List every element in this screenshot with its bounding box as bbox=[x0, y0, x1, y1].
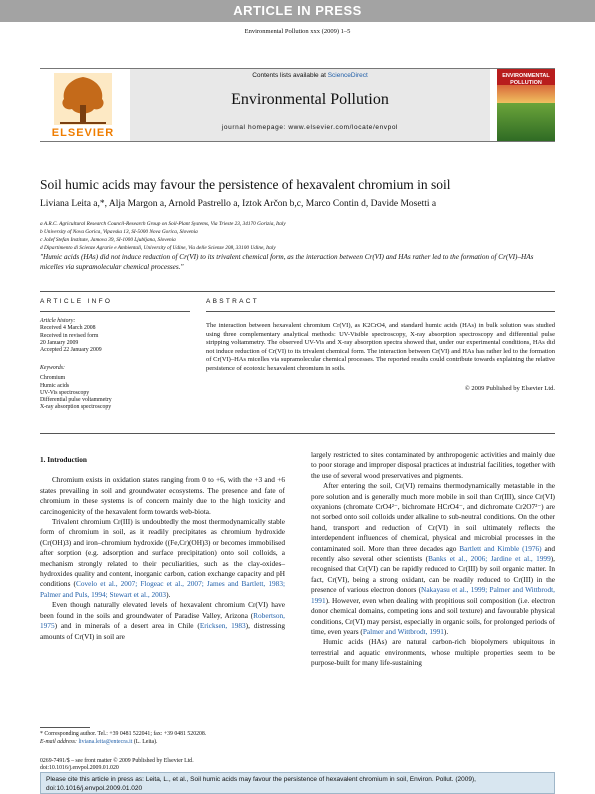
issn-block bbox=[40, 758, 194, 773]
keyword: Humic acids bbox=[40, 382, 70, 389]
journal-reference: Environmental Pollution xxx (2009) 1–5 bbox=[244, 28, 351, 35]
journal-homepage[interactable]: journal homepage: www.elsevier.com/locate/envpol bbox=[221, 124, 399, 131]
footnote-rule bbox=[40, 727, 90, 728]
body-paragraph bbox=[40, 600, 285, 642]
email-link[interactable]: liviana.leita@entecra.it bbox=[78, 738, 133, 745]
journal-header bbox=[40, 68, 555, 142]
body-paragraph: Chromium exists in oxidation states ranging from 0 to +6, with the +3 and +6 states prevailing in soil and groundwater ecosystems. The presence and fate of chromium in these systems is of concern mainly due to the high toxicity and carcinogenicity of the hexavalent form towards web-biota. bbox=[40, 475, 285, 516]
journal-title: Environmental Pollution bbox=[231, 91, 389, 108]
affiliation: d Dipartimento di Scienze Agrarie e Ambientali, University of Udine, Via delle Scienze 208, 33100 Udine, Italy bbox=[40, 245, 276, 251]
abstract-text: The interaction between hexavalent chromium Cr(VI), as K2CrO4, and standard humic acids (HAs) in bulk solution was studied using three complementary analytical methods: UV-Visible spectroscopy, X-ray absorption spectroscopy and differential pulse stripping voltammetry. The observed UV-Vis and X-ray absorption spectra showed that, under our experimental conditions, HAs did not induce reduction of Cr(VI) to its trivalent chemical form. The interaction between Cr(VI) and HAs has rather led to the formation of Cr(VI)–HAs micelles via supramolecular chemical processes. The reported results could contribute towards explaining the relative persistence of ecotoxic hexavalent chromium in soils. bbox=[206, 322, 555, 372]
reference-link[interactable]: Covelo et al., 2007; Flogeac et al., 2007; James and Bartlett, 1983; Palmer and Puls, 1994; Stewart et al., 2003 bbox=[40, 579, 285, 599]
reference-link[interactable]: Banks et al., 2006; Jardine et al., 1999 bbox=[428, 554, 551, 564]
email-suffix: (L. Leita). bbox=[132, 738, 158, 745]
footnote bbox=[40, 731, 285, 746]
paragraph-text: ), distressing amounts of Cr(VI) in soil are bbox=[40, 621, 286, 641]
publisher-name: ELSEVIER bbox=[51, 127, 115, 139]
keyword: Differential pulse voltammetry bbox=[40, 397, 112, 404]
abstract-copyright: © 2009 Published by Elsevier Ltd. bbox=[464, 385, 555, 392]
reference-link[interactable]: Nakayasu et al., 1999; Palmer and Wittbrodt, 1991 bbox=[311, 585, 555, 605]
paragraph-text: ) and in minerals of a desert area in Chile ( bbox=[54, 621, 200, 631]
paragraph-text: ). bbox=[443, 626, 449, 636]
affiliation: a A.R.C. Agricultural Research Council-Research Group on Soil-Plant Systems, Via Trieste 23, 34170 Gorizia, Italy bbox=[40, 221, 286, 227]
reference-link[interactable]: Ericksen, 1983 bbox=[199, 621, 246, 631]
history-item: Received 4 March 2008 bbox=[40, 325, 96, 332]
paragraph-text: ). bbox=[166, 589, 171, 599]
history-label: Article history: bbox=[40, 318, 76, 324]
abstract-heading: ABSTRACT bbox=[206, 298, 260, 305]
history-item: Received in revised form bbox=[40, 332, 99, 339]
author-list: Liviana Leita a,*, Alja Margon a, Arnold Pastrello a, Iztok Arčon b,c, Marco Contin d, Davide Mosetti a bbox=[40, 199, 437, 209]
body-paragraph: Humic acids (HAs) are natural carbon-rich biopolymers ubiquitous in terrestrial and aquatic environments, whose multiple properties seem to be purpose-built for many life-sustaining bbox=[311, 637, 555, 668]
keyword: Chromium bbox=[40, 375, 66, 382]
paragraph-text: After entering the soil, Cr(VI) remains thermodynamically metastable in the pore solution and is generally much more mobile in soil than Cr(III), since Cr(VI) oxyanions (chromate CrO4²⁻, bichromate HCrO4⁻, and dichromate Cr2O7²⁻) are not sorbed onto soil colloids under alkaline to sub-neutral conditions. On the other hand, transport and reduction of Cr(VI) in soil ultimately reflects the interdependent influences of chemical, physical and microbial processes in the contaminated soil. More than three decades ago bbox=[311, 481, 555, 553]
contents-line bbox=[130, 72, 490, 79]
issn-line: 0269-7491/$ – see front matter © 2009 Published by Elsevier Ltd. bbox=[40, 758, 194, 764]
paragraph-text: ). However, even when dealing with propitious soil composition (i.e. electron donor chemical domains, competing ions and soil texture) and favourable physical conditions, Cr(VI) may persist, especially in organic soils, for prolonged periods of time, even years ( bbox=[311, 595, 555, 636]
contents-prefix: Contents lists available at bbox=[252, 72, 328, 79]
citation-box: Please cite this article in press as: Leita, L., et al., Soil humic acids may favour the persistence of hexavalent chromium in soil, Environ. Pollut. (2009), doi:10.1016/j.envpol.2009.01.020 bbox=[40, 772, 555, 794]
reference-link[interactable]: Palmer and Wittbrodt, 1991 bbox=[362, 626, 444, 636]
article-info-heading: ARTICLE INFO bbox=[40, 298, 113, 305]
sciencedirect-link[interactable]: ScienceDirect bbox=[327, 72, 368, 79]
paragraph-text: Trivalent chromium Cr(III) is undoubtedly the most thermodynamically stable form of chromium in soil, as it readily precipitates as chromium hydroxide (Cr(OH)3) and iron–chromium hydroxide ((Fe,Cr)(OH)3) or becomes immobilised after sorption (e.g. adsorption and surface precipitation) onto soil colloids, a mechanism strongly related to their peculiarities, such as the clay-oxides–hydroxides quality and content, inorganic carbon, cation exchange capacity and pH conditions ( bbox=[40, 517, 285, 589]
email-label: E-mail address: bbox=[40, 738, 79, 745]
corresponding-author: * Corresponding author. Tel.: +39 0481 522041; fax: +39 0481 520208. bbox=[40, 731, 207, 737]
body-paragraph: largely restricted to sites contaminated by anthropogenic activities and mainly due to poor storage and improper disposal practices at industrial facilities, together with the use of several wood preservatives and pigments. bbox=[311, 450, 555, 480]
abstract-rule bbox=[206, 311, 555, 312]
journal-cover-image bbox=[497, 69, 555, 141]
section-divider bbox=[40, 433, 555, 434]
article-title: Soil humic acids may favour the persistence of hexavalent chromium in soil bbox=[40, 177, 451, 192]
cover-sky bbox=[497, 85, 555, 103]
email-line bbox=[40, 739, 285, 747]
body-paragraph bbox=[311, 481, 555, 637]
keyword: X-ray absorption spectroscopy bbox=[40, 404, 112, 411]
journal-header-center bbox=[130, 69, 490, 141]
keyword: UV-Vis spectroscopy bbox=[40, 389, 90, 396]
history-item: 20 January 2009 bbox=[40, 339, 79, 346]
article-info-rule bbox=[40, 311, 190, 312]
section-divider bbox=[40, 291, 555, 292]
body-paragraph bbox=[40, 517, 285, 600]
affiliation: c Jožef Stefan Institute, Jamova 39, SI-1000 Ljubljana, Slovenia bbox=[40, 237, 176, 243]
cover-landscape bbox=[497, 103, 555, 141]
keywords bbox=[40, 365, 190, 412]
article-in-press-banner: ARTICLE IN PRESS bbox=[0, 0, 595, 22]
cover-title-line-1: ENVIRONMENTAL bbox=[502, 73, 550, 79]
body-left-column bbox=[40, 455, 285, 642]
paragraph-text: ), recognised that Cr(VI) can be rapidly reduced to Cr(III) by soil organic matter. In fact, Cr(VI), being a strong oxidant, can be readily reduced to Cr(III) in the presence of various electron donors ( bbox=[311, 554, 555, 595]
reference-link[interactable]: Bartlett and Kimble (1976) bbox=[459, 543, 542, 553]
keywords-label: Keywords: bbox=[40, 365, 65, 371]
body-right-column bbox=[311, 450, 555, 669]
paragraph-text: and recently also several other scientists ( bbox=[311, 543, 555, 564]
elsevier-logo bbox=[40, 69, 126, 141]
highlight-statement: "Humic acids (HAs) did not induce reduction of Cr(VI) to its trivalent chemical form, as the interaction between Cr(VI) and HAs rather led to the formation of Cr(VI)–HAs micelles via supramolecular chemical processes." bbox=[40, 253, 534, 271]
cover-title-line-2: POLLUTION bbox=[510, 79, 542, 86]
elsevier-tree-icon bbox=[40, 69, 126, 127]
introduction-heading: 1. Introduction bbox=[40, 455, 87, 464]
paragraph-text: Even though naturally elevated levels of hexavalent chromium Cr(VI) have been found in the soils and groundwater of Paradise Valley, Arizona ( bbox=[40, 600, 285, 620]
doi-line: doi:10.1016/j.envpol.2009.01.020 bbox=[40, 765, 119, 772]
reference-link[interactable]: Robertson, 1975 bbox=[40, 610, 285, 631]
article-history bbox=[40, 318, 190, 354]
history-item: Accepted 22 January 2009 bbox=[40, 347, 102, 354]
affiliation: b University of Nova Gorica, Vipavska 13, SI-5000 Nova Gorica, Slovenia bbox=[40, 229, 198, 235]
